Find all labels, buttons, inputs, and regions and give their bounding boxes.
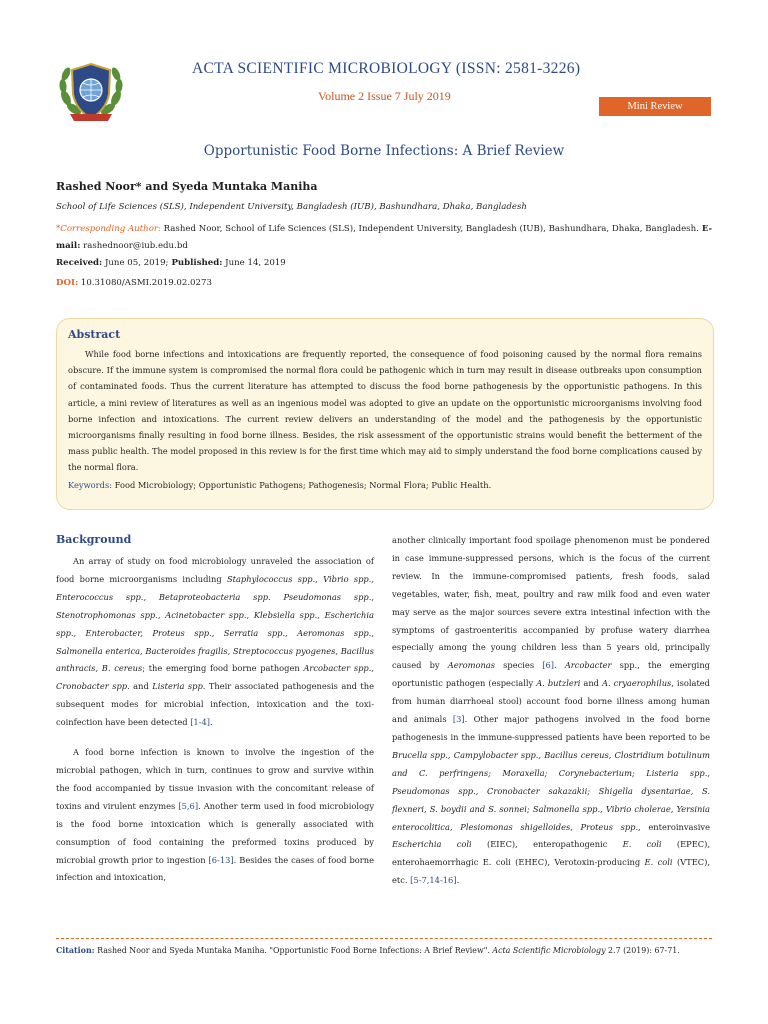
text-run: . Other major pathogens involved in the food borne pathogenesis in the immune-suppressed patients have been reported to be <box>392 714 711 742</box>
text-run: (EIEC), enteropathogenic <box>471 839 623 850</box>
text-run: . Another term used in food microbiology is the food borne intoxication which is generally associated with consumption of food containing the preformed toxins produced by microbial growth prior to ingestion <box>56 800 375 865</box>
article-title: Opportunistic Food Borne Infections: A Brief Review <box>203 143 565 159</box>
doi-label: DOI: <box>56 278 79 288</box>
doi <box>56 278 212 288</box>
keywords <box>68 477 702 493</box>
footer-divider <box>56 938 712 939</box>
text-run: A food borne infection is known to involve the ingestion of the microbial pathogen, which in turn, continues to grow and survive within the food accompanied by tissue invasion with the concomitant release of toxins and virulent enzymes <box>56 747 374 811</box>
italic-run: E. coli <box>644 857 673 868</box>
left-column <box>56 532 374 887</box>
abstract-box <box>56 318 714 510</box>
text-run: An array of study on food microbiology unraveled the association of food borne microorganisms including <box>56 556 374 584</box>
section-heading-background: Background <box>56 533 132 546</box>
journal-logo-icon <box>54 54 128 126</box>
reference-link[interactable]: [6] <box>542 660 555 671</box>
volume-issue: Volume 2 Issue 7 July 2019 <box>318 89 451 103</box>
corresponding-text: Rashed Noor, School of Life Sciences (SLS), Independent University, Bangladesh (IUB), Bashundhara, Dhaka, Bangladesh. <box>160 224 699 234</box>
dates <box>56 258 286 268</box>
text-run: another clinically important food spoilage phenomenon must be pondered in case immune-suppressed persons, which is the focus of the current review. In the immune-compromised patients, fresh foods, salad vegetables, water, fish, meat, poultry and raw milk food and even water may serve as the major sources severe extra intestinal infection with the symptoms of gastroenteritis accompanied by profuse watery diarrhea especially among the young children less than 5 years old, principally caused by <box>392 535 710 671</box>
abstract-text: While food borne infections and intoxications are frequently reported, the consequence of food poisoning caused by the normal flora remains obscure. If the immune system is compromised the normal flora could be pathogenic which in turn may result in disease outbreaks upon consumption of contaminated foods. Thus the current literature has attempted to discuss the food borne pathogenesis by the opportunistic pathogens. In this article, a mini review of literatures as well as an ingenious model was adopted to give an update on the opportunistic microorganisms involving food borne infection and intoxications. The current review delivers an understanding of the model and the pathogenesis by the opportunistic microorganisms finally resulting in food borne illness. Besides, the risk assessment of the opportunistic strains would benefit the betterment of the mass public health. The model proposed in this review is for the first time which may aid to simply understand the food borne complications caused by the normal flora. <box>68 349 702 473</box>
text-run: . Besides the cases of food borne infection and intoxication, <box>56 854 374 883</box>
italic-run: A. butzleri <box>536 678 581 689</box>
text-run: (EPEC), enterohaemorrhagic E. coli (EHEC), Verotoxin-producing <box>392 839 711 868</box>
journal-title: ACTA SCIENTIFIC MICROBIOLOGY (ISSN: 2581-3226) <box>192 60 581 77</box>
reference-link[interactable]: [3] <box>452 714 465 725</box>
keywords-text: Food Microbiology; Opportunistic Pathogens; Pathogenesis; Normal Flora; Public Health. <box>112 479 492 490</box>
text-run: . <box>554 660 565 671</box>
abstract-heading: Abstract <box>68 328 121 341</box>
email-label: E-mail: <box>56 224 713 251</box>
citation-footer <box>56 946 716 955</box>
corresponding-label: *Corresponding Author: <box>56 224 161 234</box>
italic-run: Aeromonas <box>447 660 495 671</box>
italic-run: Arcobacter spp., Cronobacter spp. <box>56 663 374 692</box>
corresponding-author <box>56 221 716 255</box>
text-run: . <box>456 875 460 886</box>
citation-journal: Acta Scientific Microbiology <box>489 946 606 955</box>
reference-link[interactable]: [5-7,14-16] <box>410 875 457 886</box>
affiliation: School of Life Sciences (SLS), Independent University, Bangladesh (IUB), Bashundhara, Dhaka, Bangladesh <box>56 202 527 212</box>
citation-rest: 2.7 (2019): 67-71. <box>605 946 680 955</box>
italic-run: Staphylococcus spp., Vibrio spp., Enterococcus spp., Betaproteobacteria spp. Pseudomonas spp., Stenotrophomonas spp., Acinetobacter spp., Klebsiella spp., Escherichia spp., Enterobacter, Proteus spp., Serratia spp., Aeromonas spp., Salmonella enterica, Bacteroides fragilis, Streptococcus pyogenes, Bacillus anthracis, B. cereus <box>56 573 375 674</box>
received-date: June 05, 2019; <box>102 258 169 268</box>
keywords-label: Keywords: <box>68 479 113 490</box>
italic-run: Escherichia coli <box>392 839 472 850</box>
authors: Rashed Noor* and Syeda Muntaka Maniha <box>56 180 318 193</box>
published-label: Published: <box>168 258 223 268</box>
paragraph-3 <box>392 532 710 890</box>
text-run: species <box>495 660 543 671</box>
text-run: spp., the emerging oportunistic pathogen (especially <box>392 660 710 689</box>
reference-link[interactable]: [6-13] <box>208 854 234 865</box>
doi-link[interactable]: 10.31080/ASMI.2019.02.0273 <box>78 278 212 288</box>
italic-run: A. cryaerophilus <box>601 678 672 689</box>
citation-text: Rashed Noor and Syeda Muntaka Maniha. "Opportunistic Food Borne Infections: A Brief Review". <box>94 946 490 955</box>
text-run: enteroinvasive <box>640 821 710 832</box>
text-run: ; the emerging food borne pathogen <box>142 663 304 674</box>
paragraph-1 <box>56 553 374 732</box>
paragraph-2 <box>56 744 374 887</box>
received-label: Received: <box>56 258 103 268</box>
text-run: (VTEC), etc. <box>392 857 710 886</box>
italic-run: E. coli <box>622 839 662 850</box>
right-column <box>392 532 710 890</box>
italic-run: Brucella spp., Campylobacter spp., Bacillus cereus, Clostridium botulinum and C. perfringens; Moraxella; Corynebacterium; Listeria spp., Pseudomonas spp., Cronobacter sakazakii; Shigella dysentariae, S. flexneri, S. boydii and S. sonnei; Salmonella spp., Vibrio cholerae, Yersinia enterocolitica, Plesiomonas shigelloides, Proteus spp., <box>392 749 710 832</box>
text-run: . <box>210 717 213 728</box>
article-type-badge: Mini Review <box>599 97 711 116</box>
italic-run: Listeria spp. <box>152 681 206 692</box>
published-date: June 14, 2019 <box>222 258 286 268</box>
citation-label: Citation: <box>56 946 95 955</box>
italic-run: Arcobacter <box>564 660 612 671</box>
text-run: Their associated pathogenesis and the subsequent modes for microbial infection, intoxication and the toxi-coinfection have been detected <box>56 681 374 728</box>
reference-link[interactable]: [1-4] <box>190 717 211 728</box>
text-run: , isolated from human diarrhoeal stool) account food borne illness among human and animals <box>392 678 710 725</box>
text-run: and <box>580 678 602 689</box>
text-run: and <box>129 681 153 692</box>
email-link[interactable]: rashednoor@iub.edu.bd <box>80 241 188 251</box>
reference-link[interactable]: [5,6] <box>178 800 199 811</box>
